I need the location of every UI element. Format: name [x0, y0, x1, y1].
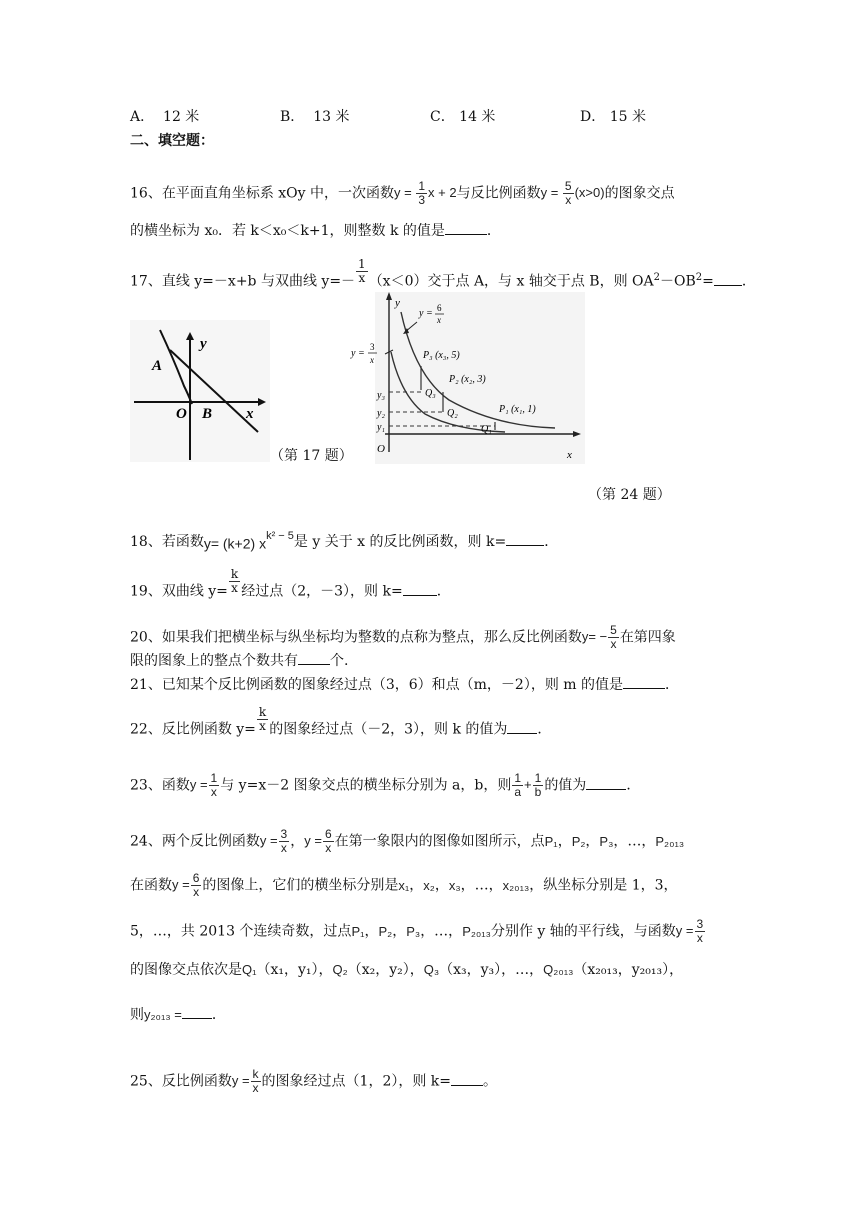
- answer-blank[interactable]: [714, 271, 742, 286]
- label-q1: Q₁: [481, 424, 492, 435]
- label-o: O: [377, 443, 385, 455]
- label-x: x: [246, 406, 254, 422]
- figure-24-caption: （第 24 题）: [588, 487, 671, 503]
- answer-blank[interactable]: [182, 1004, 212, 1019]
- label-y1: y₁: [377, 422, 385, 433]
- figure-17: [130, 320, 270, 462]
- option-a: A． 12 米: [130, 109, 200, 125]
- question-22: 22、反比例函数 y= $\frac{k}{x}$ 的图象经过点（－2，3），则 k 的值为 ．: [130, 705, 552, 738]
- question-25: 25、反比例函数y = $\frac{k}{x}$ 的图象经过点（1，2），则 k= 。: [130, 1067, 498, 1095]
- label-y: y: [395, 297, 400, 309]
- formula-18: y= (k+2) $x^{k^2 - 5}$: [203, 530, 294, 552]
- question-16-line2: 的横坐标为 x₀．若 k＜x₀＜k+1，则整数 k 的值是 ．: [130, 220, 501, 241]
- question-24-line3: 5，…，共 2013 个连续奇数，过点P₁，P₂，P₃，…，P₂₀₁₃分别作 y 轴的平行线，与函数y = $\frac{3}{x}$: [130, 917, 704, 945]
- option-b: B． 13 米: [280, 109, 350, 125]
- question-23: 23、函数y = $\frac{1}{x}$ 与 y=x－2 图象交点的横坐标分别为 a，b，则 $\frac{1}{a}$ + $\frac{1}{b}$ 的值为 ．: [130, 771, 641, 799]
- label-y: y: [200, 336, 207, 352]
- label-y3: y₃: [377, 390, 385, 401]
- label-y2: y₂: [377, 408, 385, 419]
- answer-blank[interactable]: [445, 220, 487, 235]
- answer-blank[interactable]: [506, 531, 544, 546]
- question-24: 24、两个反比例函数y = $\frac{3}{x}$ ，y = $\frac{6}{x}$ 在第一象限内的图像如图所示，点P₁，P₂，P₃，…，P₂₀₁₃: [130, 827, 685, 855]
- question-24-line5: 则y₂₀₁₃ = ．: [130, 1004, 226, 1025]
- section-heading: 二、填空题：: [130, 133, 214, 149]
- question-24-line2: 在函数y = $\frac{6}{x}$ 的图像上，它们的横坐标分别是x₁，x₂，x₃，…，x₂₀₁₃，纵坐标分别是 1，3，: [130, 871, 678, 899]
- formula-linear: y = $\frac{1}{3}$ x + 2: [394, 179, 457, 207]
- label-b: B: [202, 406, 213, 422]
- answer-blank[interactable]: [451, 1071, 483, 1086]
- option-d: D． 15 米: [580, 109, 646, 125]
- answer-blank[interactable]: [623, 674, 665, 689]
- svg-text:y =: y =: [419, 308, 433, 319]
- label-a: A: [152, 358, 163, 374]
- svg-text:x: x: [437, 315, 441, 325]
- formula-23: y = $\frac{1}{x}$: [189, 771, 218, 799]
- question-19: 19、双曲线 y= $\frac{k}{x}$ 经过点（2，－3），则 k= ．: [130, 567, 451, 600]
- formula-25: y = $\frac{k}{x}$: [231, 1067, 259, 1095]
- answer-blank[interactable]: [298, 650, 330, 665]
- answer-blank[interactable]: [403, 581, 437, 596]
- option-c: C． 14 米: [430, 109, 496, 125]
- figure-24: [345, 292, 585, 464]
- label-q3: Q₃: [425, 388, 436, 399]
- svg-text:6: 6: [437, 303, 442, 313]
- label-q2: Q₂: [447, 408, 458, 419]
- question-16: 16、在平面直角坐标系 xOy 中，一次函数y = $\frac{1}{3}$ x + 2与反比例函数y = $\frac{5}{x}$ (x>0)的图象交点: [130, 179, 675, 207]
- question-17: 17、直线 y=－x+b 与双曲线 y=－ $\frac{1}{x}$ （x＜0）交于点 A，与 x 轴交于点 B，则 $OA^2-OB^2=$ ．: [130, 257, 756, 290]
- question-21: 21、已知某个反比例函数的图象经过点（3，6）和点（m，－2），则 m 的值是 ．: [130, 674, 679, 695]
- svg-text:x: x: [370, 355, 374, 365]
- label-p1: P₁ (x₁, 1): [499, 404, 536, 415]
- answer-blank[interactable]: [586, 775, 626, 790]
- label-x: x: [567, 449, 572, 461]
- question-24-line4: 的图像交点依次是Q₁（x₁，y₁），Q₂（x₂，y₂），Q₃（x₃，y₃），…，Q₂₀₁₃（x₂₀₁₃，y₂₀₁₃），: [130, 962, 684, 978]
- question-18: 18、若函数y= (k+2) $x^{k^2 - 5}$是 y 关于 x 的反比例函数，则 k= ．: [130, 530, 559, 552]
- label-p2: P₂ (x₂, 3): [449, 374, 486, 385]
- answer-blank[interactable]: [507, 719, 537, 734]
- formula-inverse: y = $\frac{5}{x}$ (x>0): [540, 179, 605, 207]
- formula-20: y= − $\frac{5}{x}$: [581, 623, 617, 651]
- label-p3: P₃ (x₃, 5): [423, 350, 460, 361]
- question-20-line2: 限的图象上的整点个数共有 个.: [130, 650, 348, 671]
- svg-text:y =: y =: [351, 348, 365, 359]
- figure-17-caption: （第 17 题）: [270, 448, 353, 464]
- svg-text:3: 3: [370, 342, 375, 352]
- question-20: 20、如果我们把横坐标与纵坐标均为整数的点称为整点，那么反比例函数y= − $\frac{5}{x}$ 在第四象: [130, 623, 676, 651]
- formula-23-sum: $\frac{1}{a}$ + $\frac{1}{b}$: [514, 771, 542, 799]
- label-o: O: [176, 406, 187, 422]
